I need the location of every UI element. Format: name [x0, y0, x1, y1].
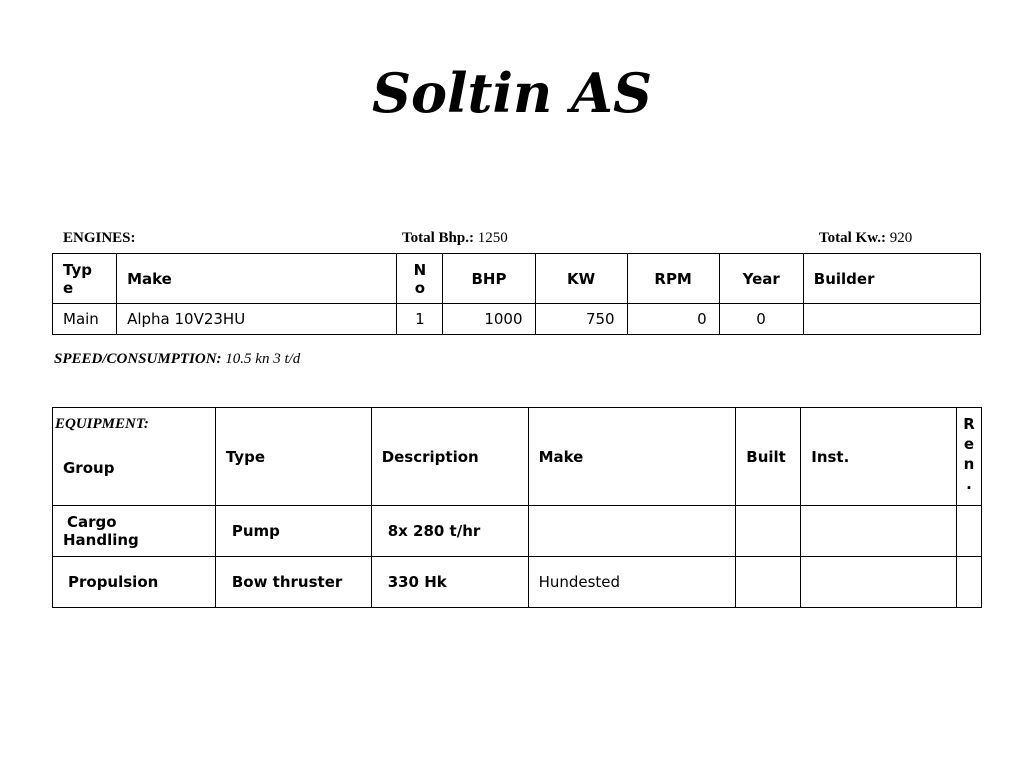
header-rem-3: n [963, 455, 975, 473]
header-no-line2: o [414, 278, 426, 297]
header-rpm: RPM [627, 254, 719, 304]
total-bhp-value: 1250 [477, 230, 508, 246]
equip-built [736, 506, 801, 557]
engines-table [52, 253, 981, 335]
speed-consumption [54, 351, 300, 368]
equip-description: 330 Hk [371, 557, 528, 608]
engine-type: Main [53, 304, 117, 335]
engine-no: 1 [397, 304, 443, 335]
header-description: Description [371, 408, 528, 506]
speed-value: 10.5 kn 3 t/d [225, 351, 301, 367]
engine-year: 0 [719, 304, 803, 335]
table-row [53, 506, 982, 557]
equip-description: 8x 280 t/hr [371, 506, 528, 557]
table-row [53, 557, 982, 608]
header-rem-4: . [966, 475, 972, 493]
equip-group-line1: Cargo [67, 513, 117, 531]
engine-builder [803, 304, 980, 335]
equip-inst [801, 506, 957, 557]
equipment-header-row [53, 408, 982, 506]
equip-inst [801, 557, 957, 608]
equip-make: Hundested [528, 557, 736, 608]
equip-group: Propulsion [53, 557, 216, 608]
header-no-line1: N [413, 260, 427, 279]
total-kw [819, 230, 912, 247]
total-bhp-label: Total Bhp.: [402, 230, 474, 246]
equip-type: Pump [215, 506, 371, 557]
total-kw-label: Total Kw.: [819, 230, 886, 246]
engines-label: ENGINES: [63, 230, 136, 246]
header-group: Group [63, 459, 115, 477]
header-rem [956, 408, 981, 506]
header-bhp: BHP [443, 254, 535, 304]
table-row [53, 304, 981, 335]
equip-rem [956, 506, 981, 557]
equip-make [528, 506, 736, 557]
header-built: Built [736, 408, 801, 506]
total-kw-value: 920 [889, 230, 913, 246]
speed-label: SPEED/CONSUMPTION: [54, 351, 222, 367]
header-type-line2: e [63, 278, 74, 297]
header-builder: Builder [803, 254, 980, 304]
engine-rpm: 0 [627, 304, 719, 335]
engine-make: Alpha 10V23HU [117, 304, 397, 335]
header-equip-type: Type [215, 408, 371, 506]
header-rem-2: e [963, 435, 975, 453]
header-type-line1: Typ [63, 260, 92, 279]
header-rem-1: R [963, 415, 975, 433]
page-title: Soltin AS [372, 61, 652, 125]
header-no [397, 254, 443, 304]
equipment-label: EQUIPMENT: [55, 416, 149, 432]
header-kw: KW [535, 254, 627, 304]
header-year: Year [719, 254, 803, 304]
header-type [53, 254, 117, 304]
equip-built [736, 557, 801, 608]
header-equip-make: Make [528, 408, 736, 506]
header-group-cell [53, 408, 216, 506]
header-make: Make [117, 254, 397, 304]
engine-bhp: 1000 [443, 304, 535, 335]
equip-type: Bow thruster [215, 557, 371, 608]
engine-kw: 750 [535, 304, 627, 335]
total-bhp [402, 230, 508, 247]
engines-header-row [53, 254, 981, 304]
equip-rem [956, 557, 981, 608]
equip-group-line2: Handling [63, 531, 139, 549]
equipment-table [52, 407, 982, 608]
equip-group [53, 506, 216, 557]
header-inst: Inst. [801, 408, 957, 506]
